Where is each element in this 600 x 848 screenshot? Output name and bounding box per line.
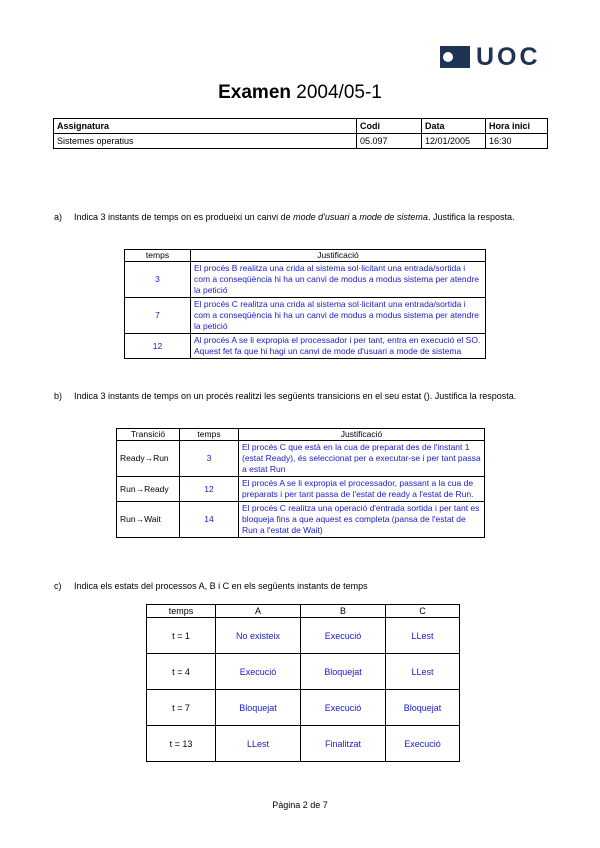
header-col-code: Codi [357,119,422,134]
question-c [54,580,540,592]
qc-state-a: LLest [216,726,301,762]
table-row [117,502,485,538]
qb-row-time: 14 [180,502,239,538]
question-c-label: c) [54,581,62,591]
question-b-text: Indica 3 instants de temps on un procés realitzi les següents transicions en el seu estat (). Justifica la resposta. [74,391,517,401]
qb-col-temps: temps [180,429,239,441]
question-b-label: b) [54,391,63,401]
question-a-text-3: a [349,212,360,222]
header-time: 16:30 [486,134,548,149]
header-subject: Sistemes operatius [54,134,357,149]
page-title [0,82,600,104]
qc-state-c: LLest [386,654,460,690]
uoc-logo-mark-icon [440,46,470,68]
qb-col-justificacio: Justificació [239,429,485,441]
table-row [147,726,460,762]
question-c-table [146,604,460,762]
qa-row-justification: El procés B realitza una crida al sistema sol·licitant una entrada/sortida i com a conseqüència hi ha un canvi de modus a modus sistema per atendre la petició [191,262,486,298]
header-date: 12/01/2005 [422,134,486,149]
question-a-table [124,249,486,359]
question-a-label: a) [54,212,63,222]
table-row [117,441,485,477]
question-a [54,211,540,223]
question-a-text-2: mode d'usuari [293,212,350,222]
qb-row-justification: El procés A se li expropia el processador, passant a la cua de preparats i per tant passa de l'estat de ready a l'estat de Run. [239,477,485,502]
page-number: Pàgina 2 de 7 [272,800,328,810]
qb-row-time: 12 [180,477,239,502]
qb-row-transition: Run→Ready [117,477,180,502]
table-row [125,262,486,298]
question-b [54,390,540,402]
question-a-text-4: mode de sistema [359,212,428,222]
qa-row-time: 12 [125,334,191,359]
qa-row-time: 7 [125,298,191,334]
qa-col-temps: temps [125,250,191,262]
qb-row-transition: Ready→Run [117,441,180,477]
title-rest: 2004/05-1 [291,82,382,103]
header-col-date: Data [422,119,486,134]
qc-state-a: Bloquejat [216,690,301,726]
qa-row-justification: Al procés A se li expropia el processador i per tant, entra en execució el SO. Aquest fet fa que hi hagi un canvi de mode d'usuari a mode de sistema [191,334,486,359]
qc-state-c: LLest [386,618,460,654]
qc-row-time: t = 1 [147,618,216,654]
qc-state-c: Bloquejat [386,690,460,726]
qc-state-a: Execució [216,654,301,690]
qa-row-justification: El procés C realitza una crida al sistema sol·licitant una entrada/sortida i com a conseqüència hi ha un canvi de modus a modus sistema per atendre la petició [191,298,486,334]
table-row [117,477,485,502]
qb-row-time: 3 [180,441,239,477]
table-row [125,298,486,334]
qc-row-time: t = 13 [147,726,216,762]
header-col-subject: Assignatura [54,119,357,134]
table-row [125,334,486,359]
question-a-text-1: Indica 3 instants de temps on es produeixi un canvi de [74,212,294,222]
table-row [147,654,460,690]
qa-row-time: 3 [125,262,191,298]
qb-row-justification: El procés C que està en la cua de preparat des de l'instant 1 (estat Ready), és seleccionat per a executar-se i per tant passa a estat Run [239,441,485,477]
qc-col-c: C [386,605,460,618]
header-code: 05.097 [357,134,422,149]
qc-state-c: Execució [386,726,460,762]
qc-row-time: t = 7 [147,690,216,726]
qc-col-temps: temps [147,605,216,618]
qb-row-justification: El procés C realitza una operació d'entrada sortida i per tant es bloqueja fins a que aquest es completa (pansa de l'estat de Run a l'estat de Wait) [239,502,485,538]
qc-state-b: Finalitzat [301,726,386,762]
qc-state-b: Execució [301,618,386,654]
title-bold: Examen [218,82,291,103]
qc-col-a: A [216,605,301,618]
qc-row-time: t = 4 [147,654,216,690]
qb-row-transition: Run→Wait [117,502,180,538]
question-a-text-5: . Justifica la resposta. [427,212,515,222]
qc-state-a: No existeix [216,618,301,654]
uoc-logo-text: UOC [476,43,541,71]
header-col-time: Hora inici [486,119,548,134]
qc-state-b: Bloquejat [301,654,386,690]
uoc-logo [440,42,541,72]
qc-state-b: Execució [301,690,386,726]
table-row [147,618,460,654]
table-row [147,690,460,726]
qa-col-justificacio: Justificació [191,250,486,262]
question-b-table [116,428,485,538]
question-c-text: Indica els estats del processos A, B i C en els següents instants de temps [74,581,368,591]
qb-col-transicio: Transició [117,429,180,441]
exam-header-table [53,118,548,149]
qc-col-b: B [301,605,386,618]
